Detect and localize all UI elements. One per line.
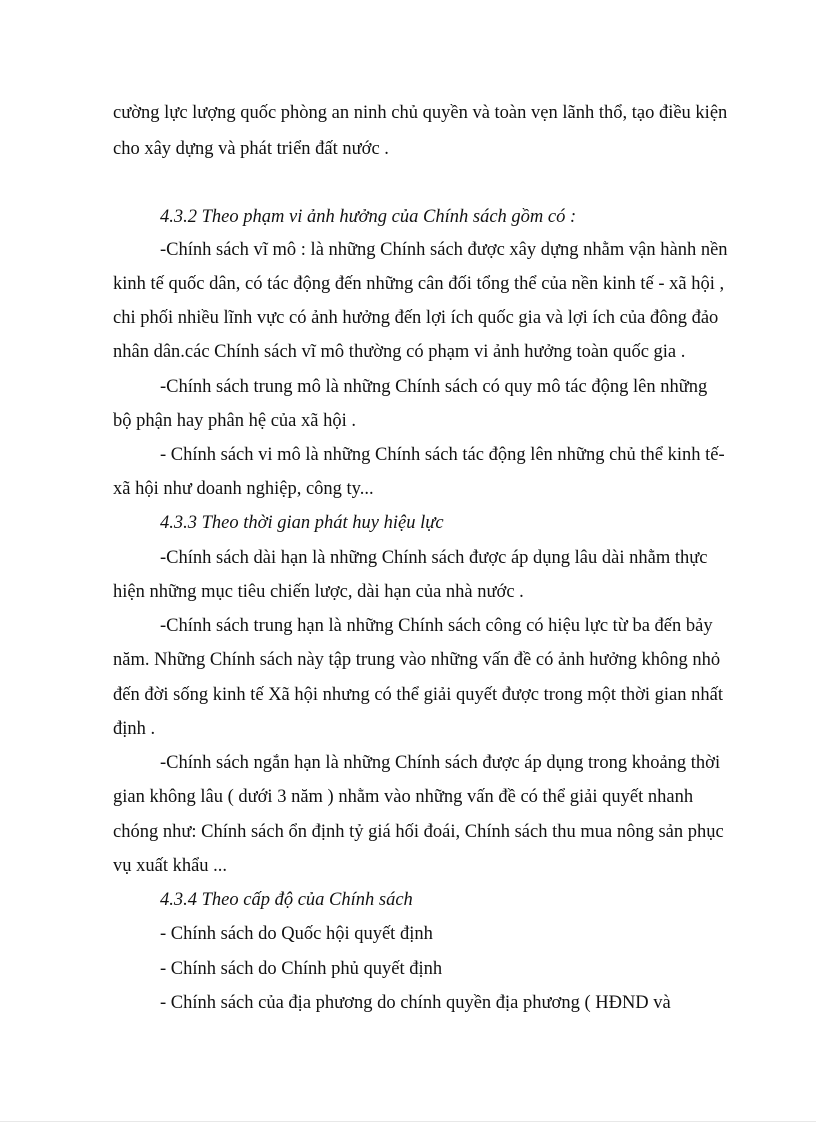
body-text-line: cho xây dựng và phát triển đất nước .	[113, 139, 389, 159]
body-text-line: đến đời sống kinh tế Xã hội nhưng có thể giải quyết được trong một thời gian nhất	[113, 685, 723, 705]
body-text-line: năm. Những Chính sách này tập trung vào những vấn đề có ảnh hưởng không nhỏ	[113, 650, 721, 670]
section-heading-4-3-2: 4.3.2 Theo phạm vi ảnh hưởng của Chính sách gồm có :	[160, 207, 577, 227]
body-text-line: - Chính sách vi mô là những Chính sách tác động lên những chủ thể kinh tế-	[160, 445, 725, 465]
section-heading-4-3-4: 4.3.4 Theo cấp độ của Chính sách	[160, 890, 413, 910]
body-text-line: cường lực lượng quốc phòng an ninh chủ quyền và toàn vẹn lãnh thổ, tạo điều kiện	[113, 103, 728, 123]
body-text-line: vụ xuất khẩu ...	[113, 856, 228, 876]
body-text-line: hiện những mục tiêu chiến lược, dài hạn của nhà nước .	[113, 582, 524, 602]
section-heading-4-3-3: 4.3.3 Theo thời gian phát huy hiệu lực	[160, 513, 444, 533]
body-text-line: chóng như: Chính sách ổn định tỷ giá hối đoái, Chính sách thu mua nông sản phục	[113, 822, 724, 842]
body-text-line: - Chính sách của địa phương do chính quyền địa phương ( HĐND và	[160, 993, 671, 1013]
body-text-line: -Chính sách dài hạn là những Chính sách được áp dụng lâu dài nhằm thực	[160, 548, 708, 568]
body-text-line: bộ phận hay phân hệ của xã hội .	[113, 411, 356, 431]
body-text-line: -Chính sách trung mô là những Chính sách có quy mô tác động lên những	[160, 377, 708, 397]
body-text-line: nhân dân.các Chính sách vĩ mô thường có phạm vi ảnh hưởng toàn quốc gia .	[113, 342, 686, 362]
body-text-line: định .	[113, 719, 156, 739]
body-text-line: gian không lâu ( dưới 3 năm ) nhằm vào những vấn đề có thể giải quyết nhanh	[113, 787, 694, 807]
page-bottom-divider	[0, 1121, 816, 1122]
body-text-line: xã hội như doanh nghiệp, công ty...	[113, 479, 374, 499]
body-text-line: -Chính sách vĩ mô : là những Chính sách được xây dựng nhằm vận hành nền	[160, 240, 728, 260]
body-text-line: - Chính sách do Chính phủ quyết định	[160, 959, 443, 979]
body-text-line: kinh tế quốc dân, có tác động đến những cân đối tổng thể của nền kinh tế - xã hội ,	[113, 274, 725, 294]
body-text-line: - Chính sách do Quốc hội quyết định	[160, 924, 433, 944]
body-text-line: -Chính sách trung hạn là những Chính sách công có hiệu lực từ ba đến bảy	[160, 616, 713, 636]
body-text-line: chi phối nhiều lĩnh vực có ảnh hưởng đến lợi ích quốc gia và lợi ích của đông đảo	[113, 308, 719, 328]
body-text-line: -Chính sách ngắn hạn là những Chính sách được áp dụng trong khoảng thời	[160, 753, 721, 773]
